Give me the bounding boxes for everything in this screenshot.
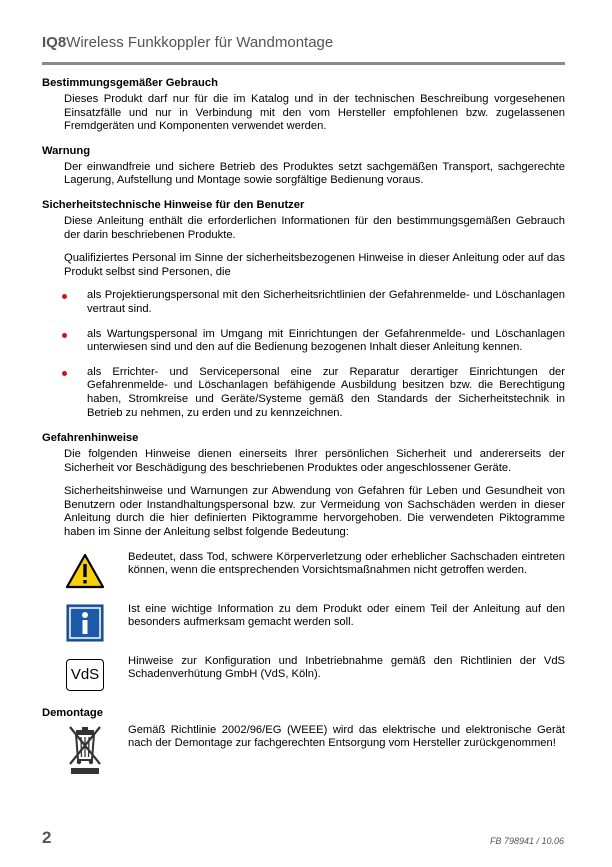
section-safety-notes (42, 198, 565, 420)
section-heading: Gefahrenhinweise (42, 432, 139, 445)
list-item: als Errichter- und Servicepersonal eine zur Reparatur derartiger Einrichtungen der Gefahrenmelde- und Löschanlagen befähigende Ausbildung besitzen bzw. die Berechtigung haben, Stromkreise und Geräte/Systeme gemäß den Standards der Sicherheitstechnik in Betrieb zu nehmen, zu erden und zu kennzeichnen. (87, 366, 565, 420)
document-title: Wireless Funkkoppler für Wandmontage (66, 34, 334, 51)
info-icon (64, 602, 106, 644)
section-text: Qualifiziertes Personal im Sinne der sicherheitsbezogenen Hinweise in dieser Anleitung oder auf das Produkt selbst sind Personen, die (64, 252, 565, 278)
section-disassembly (42, 706, 565, 777)
pictogram-weee-row (64, 723, 565, 777)
bullet-icon (62, 371, 67, 376)
section-intended-use (42, 76, 565, 134)
page-number: 2 (42, 828, 52, 847)
list-item: als Wartungspersonal im Umgang mit Einrichtungen der Gefahrenmelde- und Löschanlagen unterwiesen sind und den auf die Bedienung bezogenen Inhalt dieser Anleitung kennen. (87, 328, 565, 355)
section-text: Dieses Produkt darf nur für die im Katalog und in der technischen Beschreibung vorgesehenen Einsatzfälle und nur in Verbindung mit den vom Hersteller empfohlenen bzw. zugelassenen Fremdgeräten und Komponenten verwendet werden. (64, 93, 565, 133)
section-text: Sicherheitshinweise und Warnungen zur Abwendung von Gefahren für Leben und Gesundheit von Benutzern oder Instandhaltungspersonal bzw. zur Vermeidung von Sachschäden werden in dieser Anleitung durch die hier definierten Piktogramme hervorgehoben. Die verwendeten Piktogramme haben im Sinne der Anleitung selbst folgende Bedeutung: (64, 485, 565, 539)
qualified-personnel-list (42, 289, 565, 420)
vds-logo-icon (64, 654, 106, 696)
bullet-icon (62, 333, 67, 338)
pictogram-info-row (64, 602, 565, 644)
page-header (42, 34, 333, 51)
pictogram-description: Gemäß Richtlinie 2002/96/EG (WEEE) wird das elektrische und elektronische Gerät nach der Demontage zur fachgerechten Entsorgung vom Hersteller zurückgenommen! (128, 723, 565, 750)
section-text: Diese Anleitung enthält die erforderlichen Informationen für den bestimmungsgemäßen Gebrauch der darin beschriebenen Produkte. (64, 214, 565, 241)
section-heading: Demontage (42, 706, 103, 719)
pictogram-description: Bedeutet, dass Tod, schwere Körperverletzung oder erheblicher Sachschaden eintreten können, wenn die entsprechenden Vorsichtsmaßnahmen nicht getroffen werden. (128, 550, 565, 577)
pictogram-description: Ist eine wichtige Information zu dem Produkt oder einem Teil der Anleitung auf den besonders aufmerksam gemacht werden soll. (128, 602, 565, 629)
pictogram-warning-row (64, 550, 565, 592)
section-text: Der einwandfreie und sichere Betrieb des Produktes setzt sachgemäßen Transport, sachgerechte Lagerung, Aufstellung und Montage sowie sorgfältige Bedienung voraus. (64, 160, 565, 187)
section-hazard-notes (42, 431, 565, 696)
section-text: Die folgenden Hinweise dienen einerseits Ihrer persönlichen Sicherheit und andererseits der Sicherheit vor Beschädigung des beschriebenen Produktes oder angeschlossener Geräte. (64, 448, 565, 474)
warning-triangle-icon (64, 550, 106, 592)
vds-logo-label: VdS (66, 659, 104, 691)
section-heading: Sicherheitstechnische Hinweise für den Benutzer (42, 198, 305, 211)
pictogram-description: Hinweise zur Konfiguration und Inbetriebnahme gemäß den Richtlinien der VdS Schadenverhütung GmbH (VdS, Köln). (128, 654, 565, 681)
document-reference: FB 798941 / 10.06 (489, 836, 564, 846)
header-divider (42, 62, 565, 65)
list-item: als Projektierungspersonal mit den Sicherheitsrichtlinien der Gefahrenmelde- und Löschanlagen vertraut sind. (87, 289, 565, 316)
section-heading: Bestimmungsgemäßer Gebrauch (42, 77, 218, 89)
weee-crossed-bin-icon (64, 723, 106, 777)
bullet-icon (62, 294, 67, 299)
section-warning (42, 144, 565, 188)
section-heading: Warnung (42, 144, 91, 157)
brand-name: IQ8 (42, 34, 67, 51)
pictogram-vds-row (64, 654, 565, 696)
page-content (42, 76, 565, 787)
